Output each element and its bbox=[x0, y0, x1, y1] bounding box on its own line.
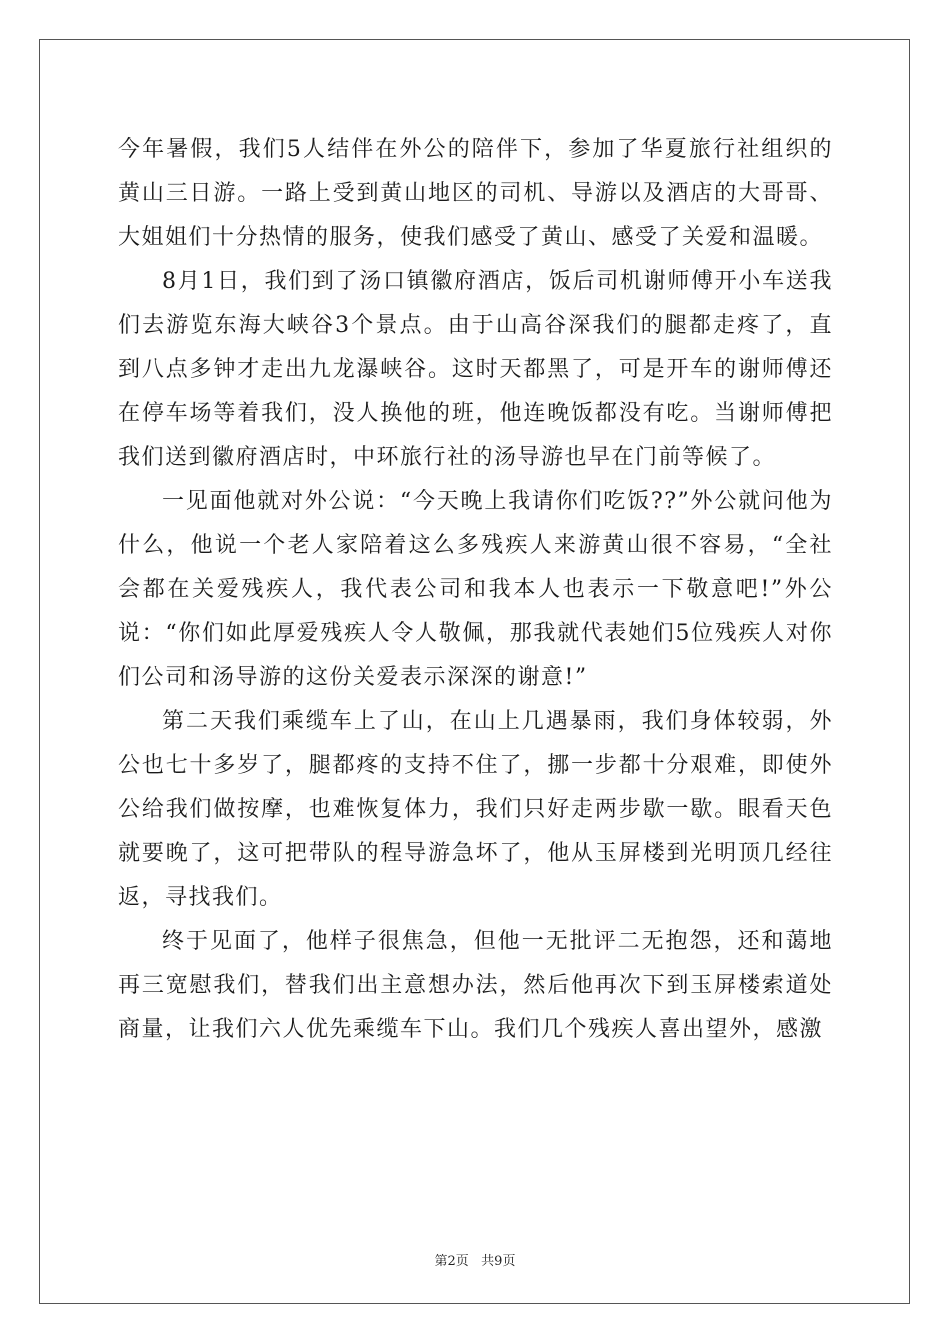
paragraph-1: 今年暑假，我们5人结伴在外公的陪伴下，参加了华夏旅行社组织的黄山三日游。一路上受到黄山地区的司机、导游以及酒店的大哥哥、大姐姐们十分热情的服务，使我们感受了黄山、感受了关爱和温暖。 bbox=[118, 137, 833, 250]
paragraph-5: 终于见面了，他样子很焦急，但他一无批评二无抱怨，还和蔼地再三宽慰我们，替我们出主意想办法，然后他再次下到玉屏楼索道处商量，让我们六人优先乘缆车下山。我们几个残疾人喜出望外，感激 bbox=[118, 929, 833, 1042]
paragraph-2: 8月1日，我们到了汤口镇徽府酒店，饭后司机谢师傅开小车送我们去游览东海大峡谷3个景点。由于山高谷深我们的腿都走疼了，直到八点多钟才走出九龙瀑峡谷。这时天都黑了，可是开车的谢师傅还在停车场等着我们，没人换他的班，他连晚饭都没有吃。当谢师傅把我们送到徽府酒店时，中环旅行社的汤导游也早在门前等候了。 bbox=[118, 269, 833, 470]
paragraph-4: 第二天我们乘缆车上了山，在山上几遇暴雨，我们身体较弱，外公也七十多岁了，腿都疼的支持不住了，挪一步都十分艰难，即使外公给我们做按摩，也难恢复体力，我们只好走两步歇一歇。眼看天色就要晚了，这可把带队的程导游急坏了，他从玉屏楼到光明顶几经往返，寻找我们。 bbox=[118, 709, 833, 910]
document-body bbox=[118, 128, 833, 1052]
paragraph-3: 一见面他就对外公说：“今天晚上我请你们吃饭??”外公就问他为什么，他说一个老人家陪着这么多残疾人来游黄山很不容易，“全社会都在关爱残疾人，我代表公司和我本人也表示一下敬意吧!”外公说：“你们如此厚爱残疾人令人敬佩，那我就代表她们5位残疾人对你们公司和汤导游的这份关爱表示深深的谢意!” bbox=[118, 489, 833, 690]
page-number-footer: 第2页 共9页 bbox=[434, 1254, 516, 1269]
